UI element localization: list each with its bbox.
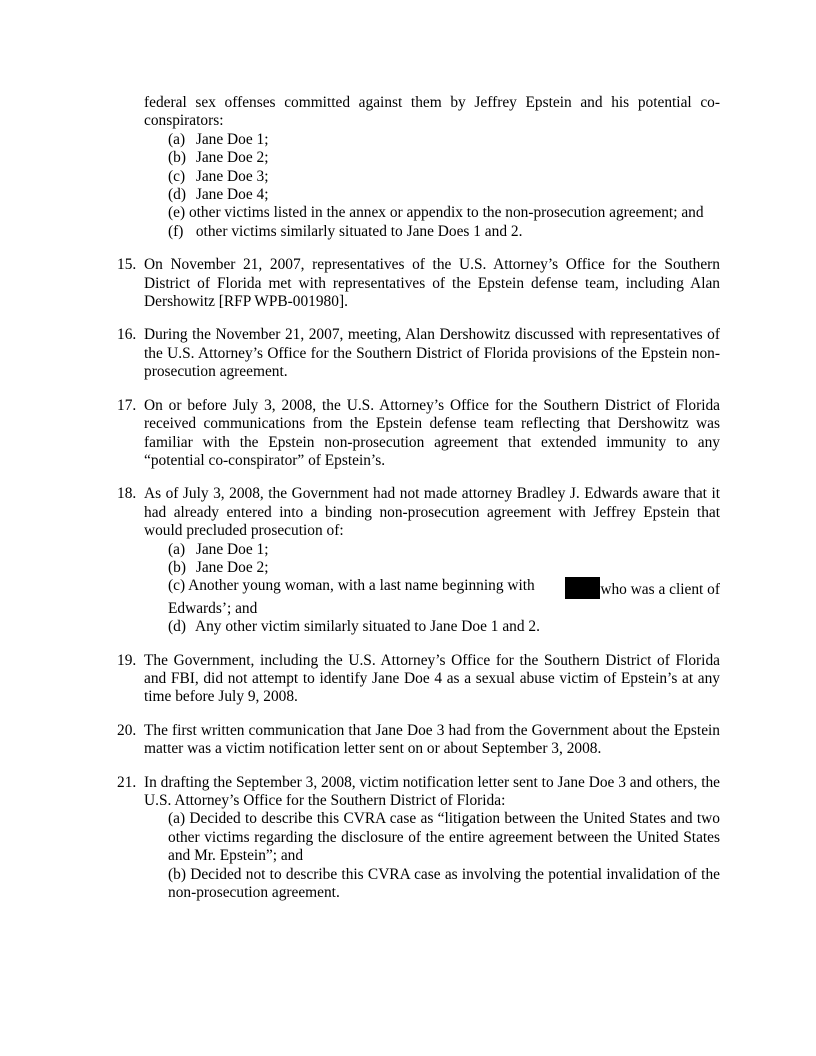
intro-item-f bbox=[168, 223, 720, 241]
item-text: Jane Doe 1; bbox=[195, 540, 269, 558]
paragraph-18 bbox=[117, 485, 720, 540]
intro-item-a bbox=[168, 131, 720, 149]
item-label: (a) bbox=[168, 810, 186, 828]
item-text-line-2: Edwards’; and bbox=[168, 599, 258, 617]
item-text: other victims similarly situated to Jane Does 1 and 2. bbox=[195, 222, 523, 240]
p18-item-c bbox=[168, 577, 720, 618]
paragraph-number: 21. bbox=[117, 773, 137, 791]
intro-item-e bbox=[168, 204, 720, 222]
item-label: (c) bbox=[168, 167, 186, 185]
paragraph-number: 18. bbox=[117, 485, 137, 503]
intro-item-d bbox=[168, 186, 720, 204]
p18-item-b bbox=[168, 559, 720, 577]
item-text: Decided not to describe this CVRA case as involving the potential invalidation of the non-prosecution agreement. bbox=[168, 865, 720, 902]
item-text: Another young woman, with a last name beginning with bbox=[188, 577, 535, 595]
paragraph-number: 20. bbox=[117, 721, 137, 739]
paragraph-16 bbox=[117, 326, 720, 381]
paragraph-20 bbox=[117, 721, 720, 759]
paragraph-17 bbox=[117, 396, 720, 471]
item-text-after-wrap bbox=[565, 577, 720, 599]
item-text: Jane Doe 3; bbox=[195, 167, 269, 185]
paragraph-text: The first written communication that Jane Doe 3 had from the Government about the Epstein matter was a victim notification letter sent on or about September 3, 2008. bbox=[144, 721, 720, 758]
paragraph-number: 17. bbox=[117, 396, 137, 414]
item-text-after: who was a client of bbox=[600, 581, 720, 599]
item-text: Jane Doe 2; bbox=[195, 149, 269, 167]
document-page bbox=[0, 94, 816, 902]
item-label: (a) bbox=[168, 540, 186, 558]
paragraph-text: As of July 3, 2008, the Government had not made attorney Bradley J. Edwards aware that it had already entered into a binding non-prosecution agreement with Jeffrey Epstein that would precluded prosecution of: bbox=[144, 485, 720, 540]
intro-paragraph bbox=[144, 94, 720, 131]
p18-item-a bbox=[168, 541, 720, 559]
p18-item-d bbox=[168, 618, 720, 636]
paragraph-text: During the November 21, 2007, meeting, Alan Dershowitz discussed with representatives of the U.S. Attorney’s Office for the Southern District of Florida provisions of the Epstein non-prosecution agreement. bbox=[144, 326, 720, 381]
intro-line-1: federal sex offenses committed against them by Jeffrey Epstein and his potential co- bbox=[144, 94, 720, 111]
item-label: (a) bbox=[168, 130, 186, 148]
paragraph-text: In drafting the September 3, 2008, victim notification letter sent to Jane Doe 3 and others, the U.S. Attorney’s Office for the Southern District of Florida: bbox=[144, 773, 720, 809]
item-text: Jane Doe 1; bbox=[195, 130, 269, 148]
item-label: (e) bbox=[168, 204, 186, 222]
p21-item-a bbox=[168, 810, 720, 865]
paragraph-text: On November 21, 2007, representatives of the U.S. Attorney’s Office for the Southern District of Florida met with representatives of the Epstein defense team, including Alan Dershowitz [RFP WPB-001980]. bbox=[144, 256, 720, 311]
item-text: Jane Doe 4; bbox=[195, 186, 269, 204]
paragraph-number: 15. bbox=[117, 256, 137, 274]
item-text: other victims listed in the annex or appendix to the non-prosecution agreement; and bbox=[188, 204, 704, 222]
item-label: (d) bbox=[168, 618, 186, 636]
paragraph-21 bbox=[117, 773, 720, 811]
paragraph-19 bbox=[117, 651, 720, 707]
intro-item-c bbox=[168, 168, 720, 186]
paragraph-15 bbox=[117, 256, 720, 311]
item-label: (b) bbox=[168, 558, 186, 576]
item-label: (b) bbox=[168, 149, 186, 167]
paragraph-number: 16. bbox=[117, 326, 137, 344]
item-text: Decided to describe this CVRA case as “litigation between the United States and two other victims regarding the disclosure of the entire agreement between the United States and Mr. Epstein”; and bbox=[168, 810, 720, 865]
redaction-box bbox=[565, 577, 600, 599]
p21-item-b bbox=[168, 866, 720, 903]
p18-item-c-line-1 bbox=[168, 577, 720, 599]
item-label: (c) bbox=[168, 577, 186, 595]
paragraph-text: The Government, including the U.S. Attorney’s Office for the Southern District of Florida and FBI, did not attempt to identify Jane Doe 4 as a sexual abuse victim of Epstein’s at any time before July 9, 2008. bbox=[144, 651, 720, 706]
item-text: Any other victim similarly situated to Jane Doe 1 and 2. bbox=[195, 618, 540, 636]
item-label: (d) bbox=[168, 186, 186, 204]
paragraph-text: On or before July 3, 2008, the U.S. Attorney’s Office for the Southern District of Florida received communications from the Epstein defense team reflecting that Dershowitz was familiar with the Epstein non-prosecution agreement that extended immunity to any “potential co-conspirator” of Epstein’s. bbox=[144, 396, 720, 469]
intro-line-2: conspirators: bbox=[144, 112, 224, 130]
item-label: (f) bbox=[168, 222, 184, 240]
item-text: Jane Doe 2; bbox=[195, 558, 269, 576]
item-text-before bbox=[168, 577, 535, 599]
intro-item-b bbox=[168, 149, 720, 167]
item-label: (b) bbox=[168, 865, 186, 883]
paragraph-number: 19. bbox=[117, 651, 137, 669]
